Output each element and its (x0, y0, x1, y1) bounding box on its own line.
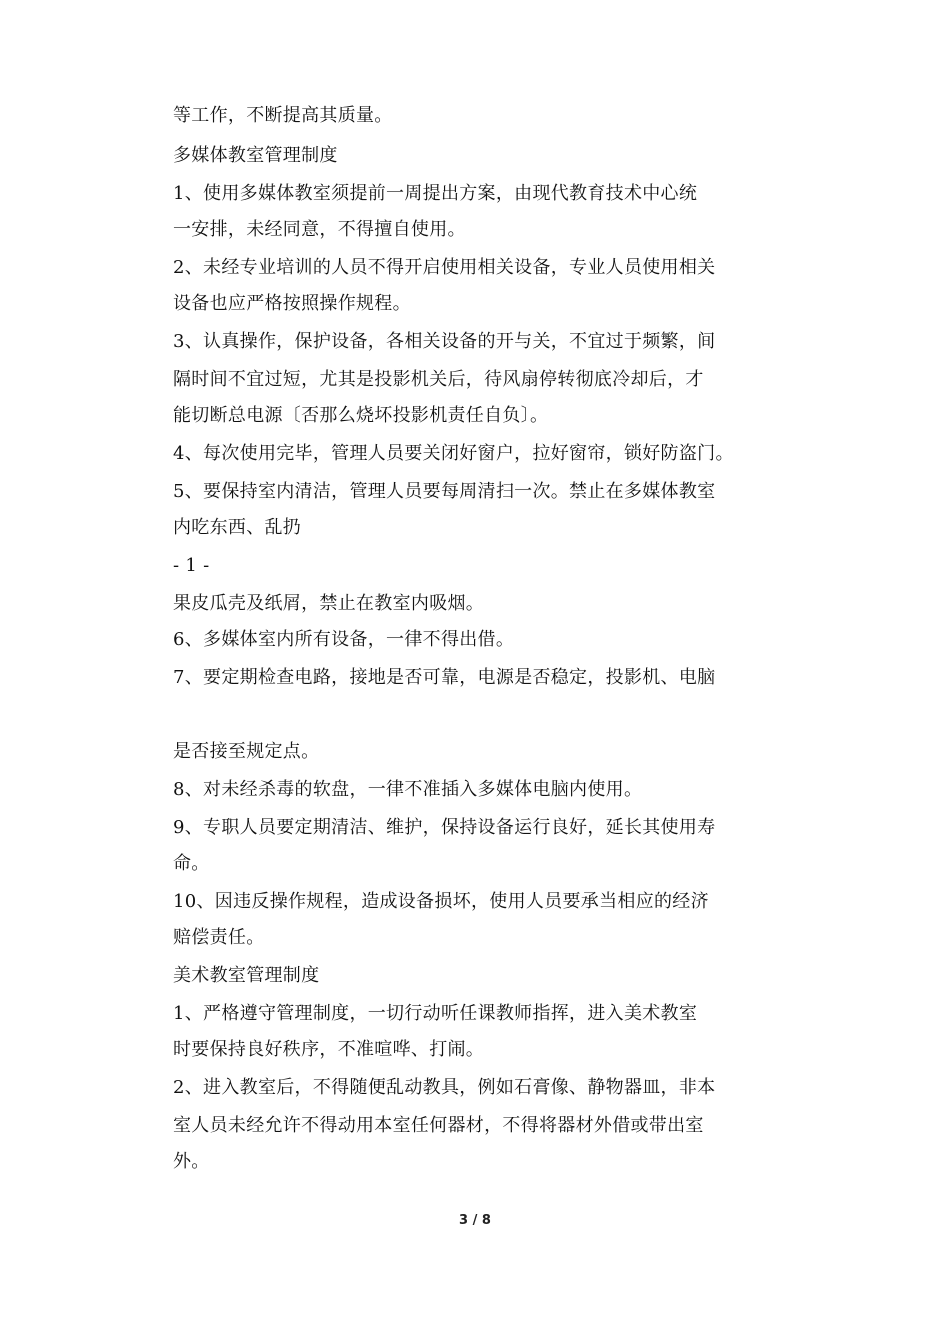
text-line: 等工作，不断提高其质量。 (173, 105, 393, 126)
text-line: 隔时间不宜过短，尤其是投影机关后，待风扇停转彻底冷却后，才 (173, 369, 704, 390)
section-heading: 美术教室管理制度 (173, 965, 320, 986)
text-line: 2、未经专业培训的人员不得开启使用相关设备，专业人员使用相关 (173, 257, 716, 278)
text-line: 9、专职人员要定期清洁、维护，保持设备运行良好，延长其使用寿 (173, 817, 716, 838)
text-line: 外。 (173, 1151, 210, 1172)
section-heading: 多媒体教室管理制度 (173, 145, 338, 166)
text-line: 设备也应严格按照操作规程。 (173, 293, 411, 314)
text-line: 8、对未经杀毒的软盘，一律不准插入多媒体电脑内使用。 (173, 779, 643, 800)
text-line: 时要保持良好秩序，不准喧哗、打闹。 (173, 1039, 485, 1060)
text-line: 2、进入教室后，不得随便乱动教具，例如石膏像、静物器皿，非本 (173, 1077, 716, 1098)
text-line: 一安排，未经同意，不得擅自使用。 (173, 219, 466, 240)
text-line: 1、严格遵守管理制度，一切行动听任课教师指挥，进入美术教室 (173, 1003, 698, 1024)
text-line: 内吃东西、乱扔 (173, 517, 302, 538)
text-line: 命。 (173, 853, 210, 874)
text-line: 赔偿责任。 (173, 927, 265, 948)
text-line: 室人员未经允许不得动用本室任何器材，不得将器材外借或带出室 (173, 1115, 704, 1136)
text-line: 果皮瓜壳及纸屑，禁止在教室内吸烟。 (173, 593, 485, 614)
text-line: 4、每次使用完毕，管理人员要关闭好窗户，拉好窗帘，锁好防盗门。 (173, 443, 734, 464)
text-line: 5、要保持室内清洁，管理人员要每周清扫一次。禁止在多媒体教室 (173, 481, 716, 502)
text-line: 10、因违反操作规程，造成设备损坏，使用人员要承当相应的经济 (173, 891, 709, 912)
inline-page-number: - 1 - (173, 555, 210, 576)
text-line: 能切断总电源〔否那么烧坏投影机责任自负〕。 (173, 405, 549, 426)
text-line: 7、要定期检查电路，接地是否可靠，电源是否稳定，投影机、电脑 (173, 667, 716, 688)
text-line: 1、使用多媒体教室须提前一周提出方案，由现代教育技术中心统 (173, 183, 698, 204)
text-line: 是否接至规定点。 (173, 741, 320, 762)
text-line: 3、认真操作，保护设备，各相关设备的开与关，不宜过于频繁，间 (173, 331, 716, 352)
page-indicator: 3 / 8 (459, 1213, 491, 1228)
text-line: 6、多媒体室内所有设备，一律不得出借。 (173, 629, 515, 650)
